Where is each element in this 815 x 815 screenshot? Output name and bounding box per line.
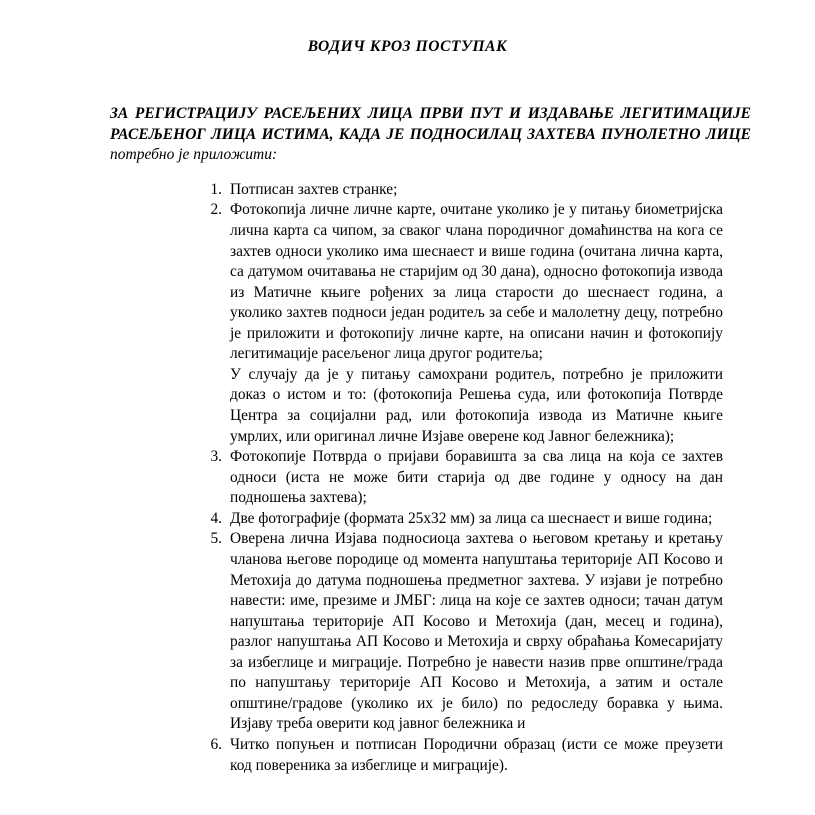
list-item <box>62 529 753 735</box>
list-item <box>62 509 753 530</box>
list-item <box>62 200 753 447</box>
intro-paragraph <box>62 104 753 166</box>
intro-tail-text: потребно је приложити: <box>110 146 278 164</box>
list-item <box>62 735 753 776</box>
list-item-text: Фотокопије Потврда о пријави боравишта за сва лица на која се захтев односи (иста не може бити старија од две године у односу на дан подношења захтева); <box>230 448 723 507</box>
requirements-list <box>62 180 753 776</box>
list-item <box>62 447 753 509</box>
list-item-text: Оверена лична Изјава подносиоца захтева о његовом кретању и кретању чланова његове породице од момента напуштања територије АП Косово и Метохија до датума подношења предметног захтева. У изјави је потребно навести: име, презиме и ЈМБГ: лица на које се захтев односи; тачан датум напуштања територије АП Косово и Метохија (дан, месец и година), разлог напуштања АП Косово и Метохија и сврху обраћања Комесаријату за избеглице и миграције. Потребно је навести назив прве општине/града по напуштању територије АП Косово и Метохија, а затим и остале општине/градове (уколико их је било) по редоследу боравка у њима. Изјаву треба оверити код јавног бележника и <box>230 530 723 733</box>
list-item-text: Читко попуњен и потписан Породични образац (исти се може преузети код повереника за избеглице и миграције). <box>230 736 723 774</box>
intro-bold-text: ЗА РЕГИСТРАЦИЈУ РАСЕЉЕНИХ ЛИЦА ПРВИ ПУТ И ИЗДАВАЊЕ ЛЕГИТИМАЦИЈЕ РАСЕЉЕНОГ ЛИЦА ИСТИМА, КАДА ЈЕ ПОДНОСИЛАЦ ЗАХТЕВА ПУНОЛЕТНО ЛИЦЕ <box>110 105 751 143</box>
list-item-text: Две фотографије (формата 25x32 мм) за лица са шеснаест и више година; <box>230 509 713 527</box>
list-item-text-continued: У случају да је у питању самохрани родитељ, потребно је приложити доказ о истом и то: (фотокопија Решења суда, или фотокопија Потврде Центра за социјални рад, или фотокопија извода из Матичне књиге умрлих, или оригинал личне Изјаве оверене код Јавног бележника); <box>230 365 723 445</box>
list-item-text: Потписан захтев странке; <box>230 180 398 198</box>
list-item <box>62 180 753 201</box>
list-item-text: Фотокопија личне личне карте, очитане уколико је у питању биометријска лична карта са чипом, за сваког члана породичног домаћинства на кога се захтев односи уколико има шеснаест и више година (очитана лична карта, са датумом очитавања не старијим од 30 дана), односно фотокопија извода из Матичне књиге рођених за лица старости до шеснаест година, а уколико захтев подноси један родитељ за себе и малолетну децу, потребно је приложити и фотокопију личне карте, на описани начин и фотокопију легитимације расељеног лица другог родитеља; <box>230 201 723 363</box>
page-title: ВОДИЧ КРОЗ ПОСТУПАК <box>307 38 508 55</box>
